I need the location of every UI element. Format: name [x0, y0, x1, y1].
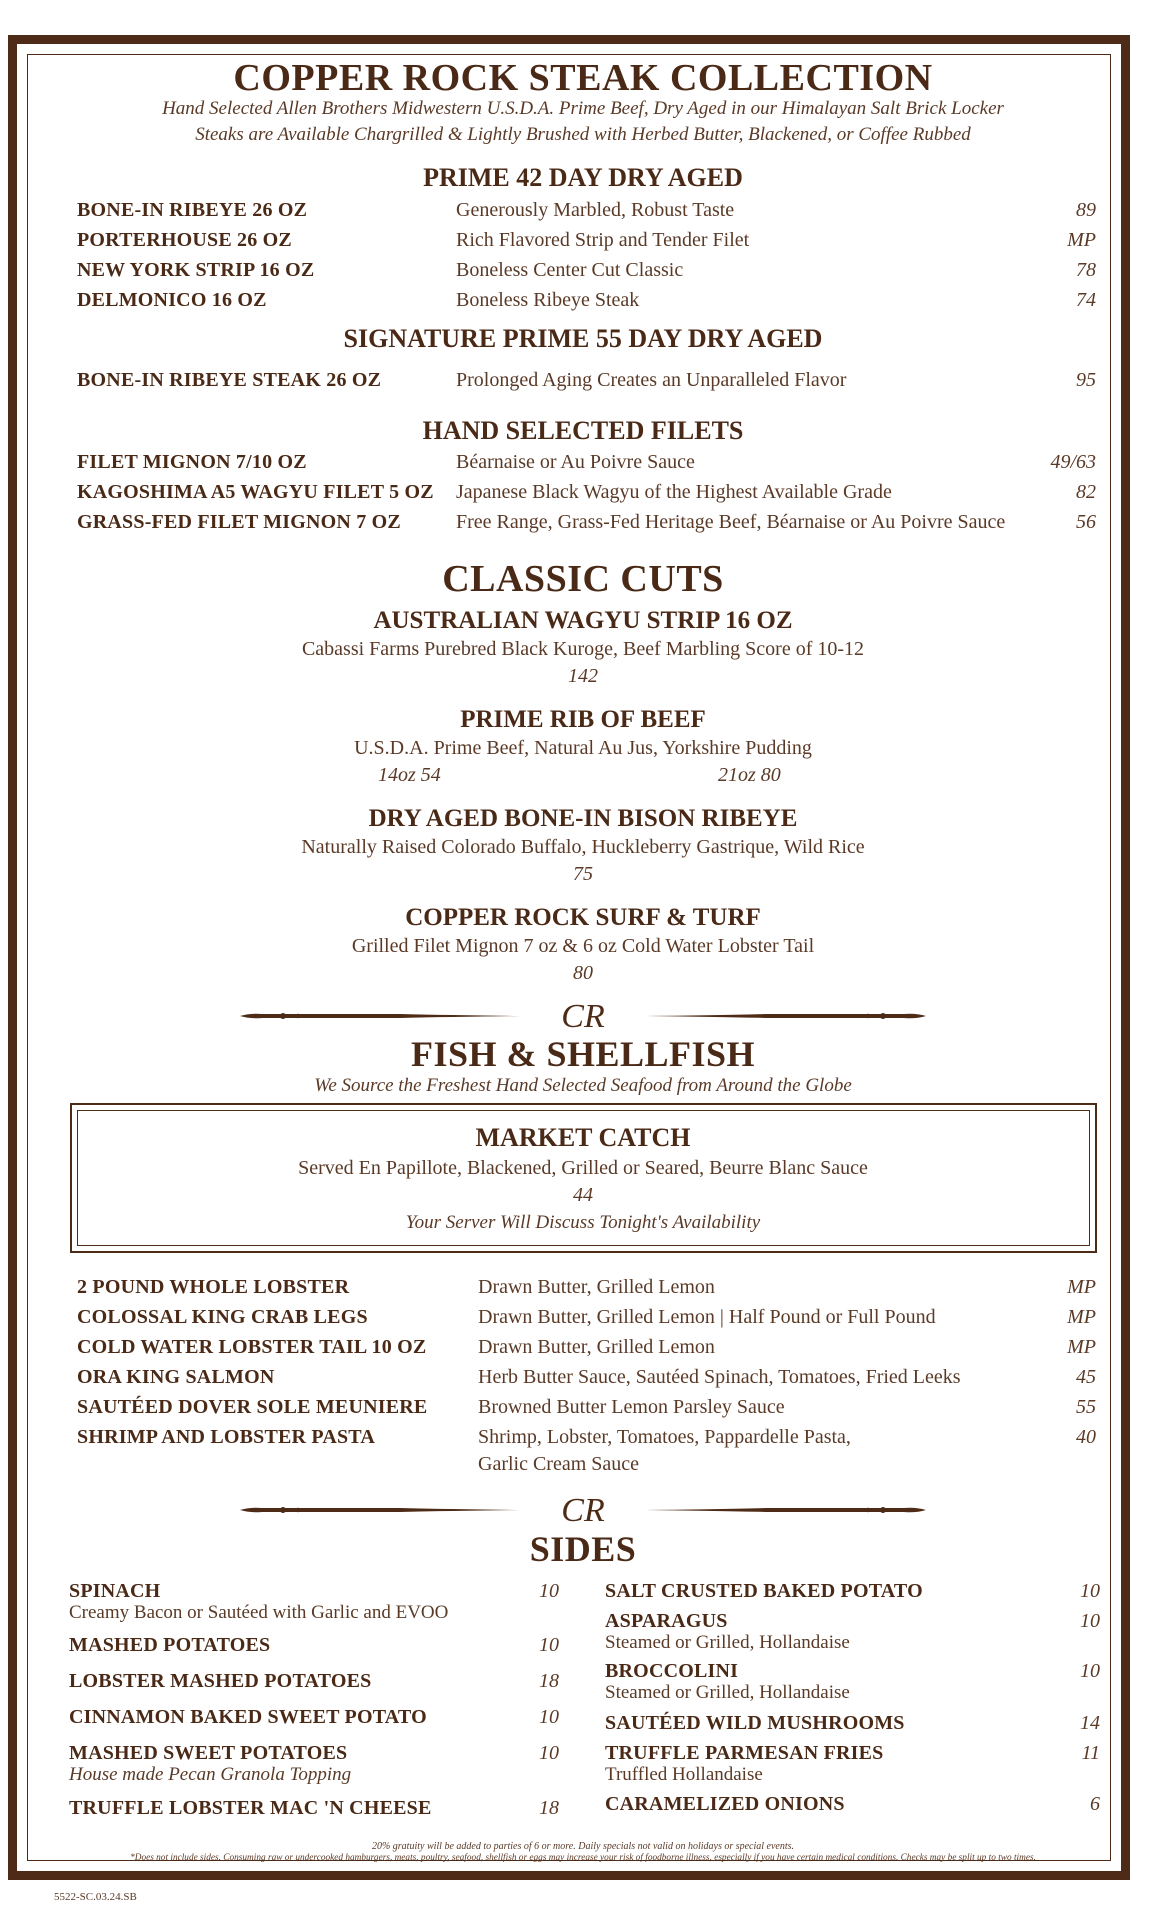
cr-monogram: CR — [561, 1492, 605, 1529]
side-item — [69, 1580, 569, 1623]
item-name: PORTERHOUSE 26 OZ — [77, 229, 292, 251]
item-price: 95 — [1076, 369, 1096, 391]
side-name: LOBSTER MASHED POTATOES — [69, 1670, 372, 1692]
consumer-advisory: *Does not include sides. Consuming raw or undercooked hamburgers, meats, poultry, seafood, shellfish or eggs may increase your risk of foodborne illness, especially if you have certain medical conditions. Checks may be split up to two times. — [130, 1853, 1036, 1863]
side-price: 10 — [539, 1742, 559, 1764]
classic-item-name: COPPER ROCK SURF & TURF — [405, 904, 761, 931]
side-name: BROCCOLINI — [605, 1660, 739, 1682]
side-desc: House made Pecan Granola Topping — [69, 1764, 352, 1785]
side-item — [605, 1742, 1100, 1785]
item-name: COLD WATER LOBSTER TAIL 10 OZ — [77, 1336, 427, 1358]
classic-item-desc: U.S.D.A. Prime Beef, Natural Au Jus, Yorkshire Pudding — [354, 737, 812, 759]
side-price: 10 — [539, 1580, 559, 1602]
classic-item-name: AUSTRALIAN WAGYU STRIP 16 OZ — [373, 607, 793, 634]
side-name: SALT CRUSTED BAKED POTATO — [605, 1580, 923, 1602]
item-price: 74 — [1076, 289, 1096, 311]
item-desc: Drawn Butter, Grilled Lemon — [478, 1336, 715, 1358]
cr-monogram: CR — [561, 998, 605, 1035]
ornament-divider-icon — [0, 1490, 1166, 1530]
side-desc: Steamed or Grilled, Hollandaise — [605, 1682, 850, 1703]
side-name: MASHED POTATOES — [69, 1634, 271, 1656]
fish-subtitle: We Source the Freshest Hand Selected Seafood from Around the Globe — [314, 1075, 852, 1096]
side-item — [605, 1660, 1100, 1703]
classic-item-desc: Cabassi Farms Purebred Black Kuroge, Beef Marbling Score of 10-12 — [301, 638, 865, 660]
item-name: BONE-IN RIBEYE STEAK 26 OZ — [77, 369, 382, 391]
side-item — [69, 1797, 569, 1820]
item-name: ORA KING SALMON — [77, 1366, 275, 1388]
steak-subtitle-1: Hand Selected Allen Brothers Midwestern U.S.D.A. Prime Beef, Dry Aged in our Himalayan Salt Brick Locker — [162, 98, 1004, 119]
ornament-divider-icon — [0, 996, 1166, 1036]
item-name: KAGOSHIMA A5 WAGYU FILET 5 OZ — [77, 481, 434, 503]
side-item — [605, 1712, 1100, 1735]
item-desc: Free Range, Grass-Fed Heritage Beef, Béarnaise or Au Poivre Sauce — [456, 511, 1006, 533]
classic-cuts-title: CLASSIC CUTS — [442, 558, 724, 600]
side-item — [69, 1742, 569, 1785]
item-name: GRASS-FED FILET MIGNON 7 OZ — [77, 511, 401, 533]
item-price: 78 — [1076, 259, 1096, 281]
item-name: NEW YORK STRIP 16 OZ — [77, 259, 315, 281]
side-desc: Steamed or Grilled, Hollandaise — [605, 1632, 850, 1653]
side-name: SPINACH — [69, 1580, 161, 1602]
side-price: 18 — [539, 1670, 559, 1692]
item-price: 55 — [1076, 1396, 1096, 1418]
side-desc: Creamy Bacon or Sautéed with Garlic and EVOO — [69, 1602, 449, 1623]
item-name: COLOSSAL KING CRAB LEGS — [77, 1306, 368, 1328]
side-name: MASHED SWEET POTATOES — [69, 1742, 348, 1764]
side-name: ASPARAGUS — [605, 1610, 728, 1632]
classic-item-price: 75 — [573, 863, 593, 885]
classic-item-desc: Naturally Raised Colorado Buffalo, Huckleberry Gastrique, Wild Rice — [301, 836, 865, 858]
side-name: TRUFFLE LOBSTER MAC 'N CHEESE — [69, 1797, 432, 1819]
market-catch-price: 44 — [573, 1184, 593, 1206]
item-price: 49/63 — [1050, 451, 1096, 473]
side-price: 10 — [1080, 1610, 1100, 1632]
side-price: 10 — [539, 1634, 559, 1656]
menu-code: 5522-SC.03.24.SB — [54, 1891, 137, 1903]
item-name: BONE-IN RIBEYE 26 OZ — [77, 199, 308, 221]
item-desc: Japanese Black Wagyu of the Highest Available Grade — [456, 481, 892, 503]
prime-rib-price-21oz: 21oz 80 — [718, 764, 781, 786]
classic-item-name: PRIME RIB OF BEEF — [460, 706, 706, 733]
item-name: FILET MIGNON 7/10 OZ — [77, 451, 307, 473]
item-name: DELMONICO 16 OZ — [77, 289, 267, 311]
item-desc: Drawn Butter, Grilled Lemon | Half Pound or Full Pound — [478, 1306, 936, 1328]
filets-heading: HAND SELECTED FILETS — [422, 416, 744, 445]
item-desc: Shrimp, Lobster, Tomatoes, Pappardelle Pasta, — [478, 1426, 851, 1448]
market-catch-name: MARKET CATCH — [475, 1123, 691, 1152]
item-price: 40 — [1076, 1426, 1096, 1448]
classic-item-price: 80 — [573, 962, 593, 984]
signature-dry-aged-heading: SIGNATURE PRIME 55 DAY DRY AGED — [343, 324, 823, 353]
item-desc: Béarnaise or Au Poivre Sauce — [456, 451, 695, 473]
prime-dry-aged-heading: PRIME 42 DAY DRY AGED — [423, 163, 743, 192]
prime-rib-price-14oz: 14oz 54 — [378, 764, 441, 786]
item-desc: Herb Butter Sauce, Sautéed Spinach, Tomatoes, Fried Leeks — [478, 1366, 961, 1388]
gratuity-note: 20% gratuity will be added to parties of 6 or more. Daily specials not valid on holidays or special events. — [371, 1841, 795, 1852]
item-price: 45 — [1076, 1366, 1096, 1388]
item-name: SAUTÉED DOVER SOLE MEUNIERE — [77, 1396, 428, 1418]
item-price: 82 — [1076, 481, 1096, 503]
item-price: MP — [1067, 229, 1096, 251]
item-name: SHRIMP AND LOBSTER PASTA — [77, 1426, 376, 1448]
side-item — [605, 1610, 1100, 1653]
fish-shellfish-title: FISH & SHELLFISH — [410, 1034, 756, 1074]
cr-monogram-divider — [0, 996, 1166, 1036]
side-item — [69, 1634, 569, 1657]
market-catch-desc: Served En Papillote, Blackened, Grilled or Seared, Beurre Blanc Sauce — [298, 1157, 868, 1179]
side-price: 11 — [1081, 1742, 1100, 1764]
sides-title: SIDES — [529, 1529, 637, 1569]
side-price: 14 — [1080, 1712, 1100, 1734]
item-price: MP — [1067, 1306, 1096, 1328]
side-name: SAUTÉED WILD MUSHROOMS — [605, 1712, 905, 1734]
side-name: CARAMELIZED ONIONS — [605, 1793, 845, 1815]
steak-collection-title: COPPER ROCK STEAK COLLECTION — [233, 57, 933, 99]
steak-subtitle-2: Steaks are Available Chargrilled & Lightly Brushed with Herbed Butter, Blackened, or Coffee Rubbed — [195, 124, 971, 145]
side-price: 18 — [539, 1797, 559, 1819]
side-item — [605, 1793, 1100, 1816]
item-desc: Boneless Ribeye Steak — [456, 289, 640, 311]
item-desc: Prolonged Aging Creates an Unparalleled Flavor — [456, 369, 847, 391]
item-price: MP — [1067, 1276, 1096, 1298]
side-name: CINNAMON BAKED SWEET POTATO — [69, 1706, 427, 1728]
item-desc: Rich Flavored Strip and Tender Filet — [456, 229, 750, 251]
side-item — [605, 1580, 1100, 1603]
side-item — [69, 1670, 569, 1693]
classic-item-price: 142 — [568, 665, 598, 687]
cr-monogram-divider — [0, 1490, 1166, 1530]
item-desc: Boneless Center Cut Classic — [456, 259, 684, 281]
side-price: 6 — [1090, 1793, 1100, 1815]
side-name: TRUFFLE PARMESAN FRIES — [605, 1742, 884, 1764]
side-price: 10 — [539, 1706, 559, 1728]
classic-item-desc: Grilled Filet Mignon 7 oz & 6 oz Cold Water Lobster Tail — [351, 935, 815, 957]
item-price: MP — [1067, 1336, 1096, 1358]
item-desc: Generously Marbled, Robust Taste — [456, 199, 735, 221]
side-desc: Truffled Hollandaise — [605, 1764, 763, 1785]
item-desc: Browned Butter Lemon Parsley Sauce — [478, 1396, 785, 1418]
side-item — [69, 1706, 569, 1729]
item-price: 89 — [1076, 199, 1096, 221]
item-desc: Drawn Butter, Grilled Lemon — [478, 1276, 715, 1298]
item-price: 56 — [1076, 511, 1096, 533]
item-name: 2 POUND WHOLE LOBSTER — [77, 1276, 350, 1298]
side-price: 10 — [1080, 1580, 1100, 1602]
classic-item-name: DRY AGED BONE-IN BISON RIBEYE — [368, 805, 798, 832]
side-price: 10 — [1080, 1660, 1100, 1682]
market-catch-note: Your Server Will Discuss Tonight's Availability — [405, 1212, 761, 1233]
item-desc: Garlic Cream Sauce — [478, 1453, 640, 1475]
